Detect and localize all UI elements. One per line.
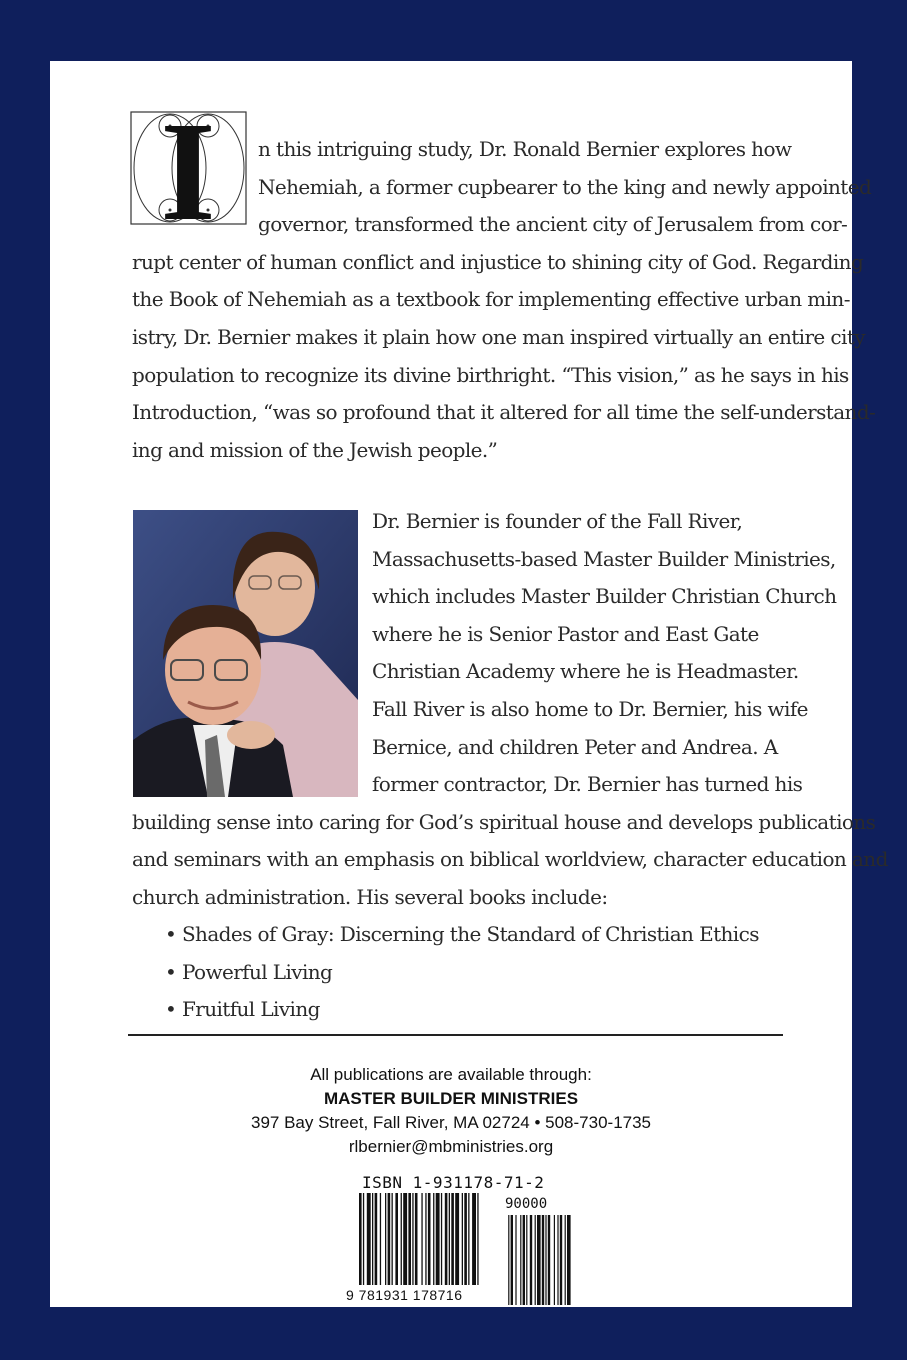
book-list [165, 916, 759, 1029]
author-line: where he is Senior Pastor and East Gate [372, 621, 759, 646]
barcode-bar [477, 1193, 478, 1285]
price-code: 90000 [505, 1196, 548, 1212]
addon-bar [523, 1215, 525, 1305]
author-line: which includes Master Builder Christian Church [372, 584, 837, 609]
barcode-bar [451, 1193, 454, 1285]
barcode-bar [375, 1193, 378, 1285]
addon-bar [520, 1215, 521, 1305]
book-item: • Fruitful Living [165, 997, 320, 1022]
addon-bar [511, 1215, 513, 1305]
barcode-bar [401, 1193, 402, 1285]
barcode-bar [425, 1193, 426, 1285]
addon-bar [560, 1215, 562, 1305]
addon-bar [545, 1215, 546, 1305]
barcode-bar [436, 1193, 440, 1285]
addon-bar [535, 1215, 536, 1305]
addon-bar [565, 1215, 566, 1305]
barcode-bar [472, 1193, 476, 1285]
contact-block [50, 1063, 852, 1159]
addon-bar [567, 1215, 571, 1305]
barcode-bar [363, 1193, 364, 1285]
author-line: former contractor, Dr. Bernier has turned his [372, 772, 803, 797]
author-line: church administration. His several books include: [132, 884, 608, 909]
author-line: Christian Academy where he is Headmaster. [372, 659, 799, 684]
intro-line: n this intriguing study, Dr. Ronald Bernier explores how [258, 137, 792, 161]
intro-line: istry, Dr. Bernier makes it plain how one man inspired virtually an entire city [132, 324, 865, 349]
author-line: Massachusetts-based Master Builder Ministries, [372, 546, 836, 571]
ministry-address: 397 Bay Street, Fall River, MA 02724 • 508-730-1735 [250, 1113, 652, 1132]
intro-line: population to recognize its divine birthright. “This vision,” as he says in his [132, 362, 849, 387]
barcode-digits: 9 781931 178716 [346, 1287, 463, 1303]
barcode-bar [392, 1193, 393, 1285]
author-line: and seminars with an emphasis on biblical worldview, character education and [132, 847, 888, 872]
addon-bar [554, 1215, 555, 1305]
intro-line: ing and mission of the Jewish people.” [132, 437, 498, 462]
addon-bar [548, 1215, 550, 1305]
barcode-bar [415, 1193, 418, 1285]
barcode-bar [412, 1193, 413, 1285]
back-cover-page [50, 61, 888, 1307]
addon-bar [526, 1215, 527, 1305]
intro-line: rupt center of human conflict and injustice to shining city of God. Regarding [132, 249, 864, 274]
ministry-name: MASTER BUILDER MINISTRIES [323, 1089, 579, 1108]
addon-bar [515, 1215, 516, 1305]
barcode-bar [380, 1193, 381, 1285]
addon-bar [508, 1215, 509, 1305]
dropcap-letter: I [160, 111, 216, 225]
barcode-bar [388, 1193, 391, 1285]
addon-bar [557, 1215, 558, 1305]
intro-line: the Book of Nehemiah as a textbook for implementing effective urban min- [132, 287, 850, 312]
availability-note: All publications are available through: [310, 1065, 592, 1084]
book-item: • Shades of Gray: Discerning the Standard of Christian Ethics [165, 922, 759, 946]
ministry-email: rlbernier@mbministries.org [348, 1137, 554, 1156]
addon-bar [530, 1215, 532, 1305]
barcode-bar [408, 1193, 411, 1285]
barcode-bar [359, 1193, 362, 1285]
isbn-label: ISBN 1-931178-71-2 [362, 1173, 545, 1192]
barcode-bar [372, 1193, 373, 1285]
author-line: Fall River is also home to Dr. Bernier, his wife [372, 696, 808, 721]
addon-bar [537, 1215, 541, 1305]
intro-line: Introduction, “was so profound that it altered for all time the self-understand- [132, 400, 876, 425]
author-line: building sense into caring for God’s spiritual house and develops publications [132, 809, 876, 834]
divider-rule [128, 1034, 783, 1036]
intro-line: Nehemiah, a former cupbearer to the king and newly appointed [258, 174, 872, 199]
author-photo [133, 510, 358, 797]
barcode-bar [445, 1193, 448, 1285]
barcode-bar [421, 1193, 422, 1285]
addon-bar [542, 1215, 544, 1305]
barcode-bar [433, 1193, 434, 1285]
barcode-bar [449, 1193, 450, 1285]
barcode-bar [468, 1193, 469, 1285]
barcode-bar [464, 1193, 467, 1285]
author-line: Dr. Bernier is founder of the Fall River, [372, 509, 743, 533]
barcode-bar [455, 1193, 459, 1285]
barcode-bar [403, 1193, 407, 1285]
barcode-bar [428, 1193, 431, 1285]
barcode-bar [367, 1193, 371, 1285]
barcode-bar [462, 1193, 463, 1285]
book-item: • Powerful Living [165, 959, 333, 984]
intro-line: governor, transformed the ancient city of Jerusalem from cor- [258, 212, 848, 237]
barcode-bar [441, 1193, 442, 1285]
author-line: Bernice, and children Peter and Andrea. A [372, 734, 778, 759]
dropcap-ornament [130, 111, 247, 225]
barcode-bar [385, 1193, 386, 1285]
barcode-bar [395, 1193, 398, 1285]
